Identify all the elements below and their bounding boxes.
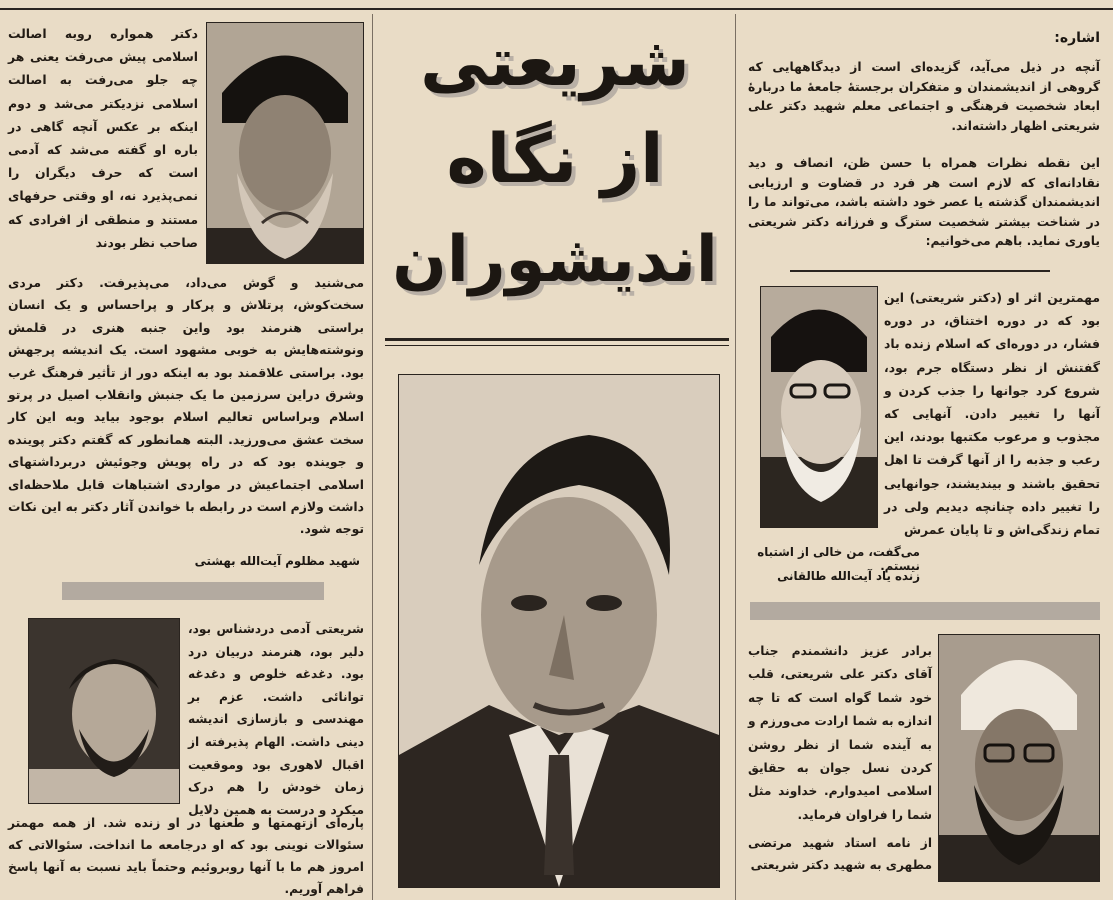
beheshti-signature: شهید مظلوم آیت‌الله بهشتی xyxy=(194,554,360,568)
beheshti-quote-body: می‌شنید و گوش می‌داد، می‌پذیرفت. دکتر مردی سخت‌کوش، پرتلاش و پرکار و پراحساس و یک انسان براستی هنرمند بود واین جنبه هنری در قلمش ونوشته‌هایش به خوبی مشهود است. یک اندیشه پرجهش بود. براستی علاقمند بود به اینکه دور از تأثیر فرهنگ غرب وشرق دراین سرزمین ما یک جنبش وانقلاب اصیل در پرتو اسلام وبراساس تعالیم اسلام بوجود بیاید وبه این کار سخت عشق می‌ورزید. البته همانطور که گفتم دکتر پوینده و جوینده بود که در راه پویش وجوئیش دربرداشتهای اسلامی اجتماعیش در مواردی اشتباهات قابل ملاحظه‌ای داشت ولازم است در رابطه با خواندن آثار دکتر به این نکات توجه شود. xyxy=(8,275,364,537)
portrait-beheshti xyxy=(206,22,364,264)
taleghani-signature: زنده یاد آیت‌الله طالقانی xyxy=(777,569,920,583)
portrait-taleghani xyxy=(760,286,878,528)
headline xyxy=(380,16,730,326)
headline-line-1: شریعتی xyxy=(420,23,690,102)
left-section-divider xyxy=(62,582,324,600)
motahhari-source: از نامه استاد شهید مرتضی مطهری به شهید دکتر شریعتی xyxy=(748,836,932,872)
taleghani-quote: مهمترین اثر او (دکتر شریعتی) این بود که در دوره اختناق، در دوره فشار، در دوره‌ای که اسلام زنده باد گفتنش از نظر دستگاه جرم بود، شروع کرد جوانها را جذب کردن و آنها را تغییر دادن. آنهایی که مجذوب و مرعوب مکتبها بودند، این رعب و جذبه را از آنها گرفت تا اهل تحقیق باشند و بیندیشند، جوانهایی را تغییر داده چنانچه دیدیم ولی در تمام زندگی‌اش و تا پایان عمرش xyxy=(884,290,1100,538)
right-section-divider xyxy=(750,602,1100,620)
intro-heading: اشاره: xyxy=(1054,30,1100,46)
intro-bottom-rule xyxy=(790,270,1050,272)
taleghani-continuation: می‌گفت، من خالی از اشتباه نیستم. xyxy=(757,545,920,573)
headline-double-rule-1 xyxy=(385,338,729,341)
intro-paragraph-2: این نقطه نظرات همراه با حسن ظن، انصاف و دید نقادانه‌ای که لازم است هر فرد در قضاوت و ارزیابی اندیشمندان گذشته یا عصر خود داشته باشد، می‌تواند ما را در شناخت بیشتر شخصیت سترگ و فرزانه دکتر شریعتی یاوری نماید. باهم می‌خوانیم: xyxy=(748,156,1100,249)
headline-line-2: از نگاه xyxy=(446,120,664,199)
portrait-shariati xyxy=(398,374,720,888)
motahhari-quote: برادر عزیز دانشمندم جناب آقای دکتر علی شریعتی، قلب خود شما گواه است که تا چه اندازه به شما ارادت می‌ورزم و به آینده شما از نظر روشن کردن نسل جوان به حقایق اسلامی امیدوارم. خداوند مثل شما را فراوان فرماید. xyxy=(748,644,932,822)
beheshti-quote-top: دکتر همواره روبه اصالت اسلامی پیش می‌رفت یعنی هر چه جلو می‌رفت به اصالت اسلامی نزدیکتر می‌شد و دوم اینکه بر عکس آنچه گاهی در باره او گفته می‌شد که آدمی است که حرف دیگران را نمی‌پذیرد نه، او وقتی حرفهای مستند و منطقی از افرادی که صاحب نظر بودند xyxy=(8,26,198,250)
headline-line-3: اندیشوران xyxy=(392,223,718,297)
headline-double-rule-2 xyxy=(385,345,729,346)
top-rule xyxy=(0,8,1113,10)
third-quote-top: شریعتی آدمی دردشناس بود، دلیر بود، هنرمند دربیان درد بود. دغدغه خلوص و دغدغه توانائی داشت. عزم بر مهندسی و بازسازی اندیشه دینی داشت. الهام پذیرفته از اقبال لاهوری بود وموقعیت زمان خودش را هم درک میکرد و درست به همین دلایل xyxy=(188,622,364,817)
intro-paragraph-1: آنچه در ذیل می‌آید، گزیده‌ای است از دیدگاههایی که گروهی از اندیشمندان و متفکران برجستهٔ جامعهٔ ما دربارهٔ ابعاد شخصیت فرهنگی و اجتماعی معلم شهید دکتر علی شریعتی اظهار داشته‌اند. xyxy=(748,60,1100,133)
portrait-motahhari xyxy=(938,634,1100,882)
column-divider-right xyxy=(735,14,736,900)
column-divider-left xyxy=(372,14,373,900)
portrait-third-figure xyxy=(28,618,180,804)
third-quote-bottom: پاره‌ای ازتهمتها و طعنها در او زنده شد. از همه مهمتر سئوالات نوینی بود که او درجامعه ما انداخت. سئوالاتی که امروز هم ما با آنها روبروئیم وحتماً باید نسبت به آنها پاسخ فراهم آوریم. xyxy=(8,816,364,896)
